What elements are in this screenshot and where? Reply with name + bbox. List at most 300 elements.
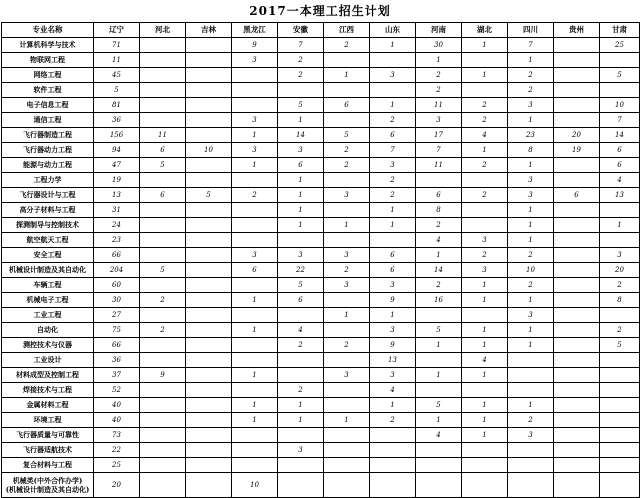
- table-row: [2, 143, 640, 158]
- quota-cell: 5: [416, 323, 462, 338]
- header-province: 四川: [508, 23, 554, 38]
- major-name-cell: 车辆工程: [2, 278, 94, 293]
- quota-cell: [186, 383, 232, 398]
- major-name-cell: 飞行器适航技术: [2, 443, 94, 458]
- quota-cell: 5: [278, 278, 324, 293]
- quota-cell: [278, 233, 324, 248]
- table-row: [2, 473, 640, 498]
- major-name-cell: 高分子材料与工程: [2, 203, 94, 218]
- quota-cell: 1: [232, 158, 278, 173]
- quota-cell: [600, 83, 640, 98]
- quota-cell: 71: [94, 38, 140, 53]
- quota-cell: 4: [416, 428, 462, 443]
- quota-cell: [140, 113, 186, 128]
- header-major-name: 专业名称: [2, 23, 94, 38]
- quota-cell: [554, 458, 600, 473]
- quota-cell: [324, 443, 370, 458]
- quota-cell: 1: [462, 428, 508, 443]
- quota-cell: [186, 98, 232, 113]
- quota-cell: 3: [232, 248, 278, 263]
- quota-cell: 3: [232, 143, 278, 158]
- header-province: 江西: [324, 23, 370, 38]
- quota-cell: 3: [278, 248, 324, 263]
- quota-cell: [324, 113, 370, 128]
- quota-cell: 36: [94, 113, 140, 128]
- header-province: 甘肃: [600, 23, 640, 38]
- major-name-cell: 通信工程: [2, 113, 94, 128]
- quota-cell: 1: [370, 98, 416, 113]
- quota-cell: 11: [416, 98, 462, 113]
- quota-cell: 16: [416, 293, 462, 308]
- quota-cell: [324, 398, 370, 413]
- quota-cell: 2: [370, 188, 416, 203]
- quota-cell: 2: [462, 188, 508, 203]
- header-province: 辽宁: [94, 23, 140, 38]
- quota-cell: 6: [140, 188, 186, 203]
- quota-cell: 2: [324, 143, 370, 158]
- quota-cell: [232, 338, 278, 353]
- quota-cell: 2: [462, 158, 508, 173]
- quota-cell: [186, 413, 232, 428]
- quota-cell: [324, 473, 370, 498]
- quota-cell: 1: [508, 158, 554, 173]
- quota-cell: [600, 353, 640, 368]
- table-row: [2, 353, 640, 368]
- table-row: [2, 443, 640, 458]
- quota-cell: 8: [508, 143, 554, 158]
- quota-cell: [600, 413, 640, 428]
- quota-cell: [324, 233, 370, 248]
- quota-cell: [600, 383, 640, 398]
- major-name-cell: 飞行器动力工程: [2, 143, 94, 158]
- quota-cell: [232, 428, 278, 443]
- quota-cell: [186, 278, 232, 293]
- quota-cell: [140, 173, 186, 188]
- quota-cell: [370, 233, 416, 248]
- quota-cell: [278, 428, 324, 443]
- quota-cell: 13: [600, 188, 640, 203]
- header-province: 黑龙江: [232, 23, 278, 38]
- quota-cell: 1: [278, 173, 324, 188]
- quota-cell: [600, 398, 640, 413]
- table-row: [2, 323, 640, 338]
- quota-cell: 22: [278, 263, 324, 278]
- major-name-cell: 金属材料工程: [2, 398, 94, 413]
- quota-cell: [186, 398, 232, 413]
- quota-cell: 2: [600, 323, 640, 338]
- quota-cell: 11: [140, 128, 186, 143]
- quota-cell: 3: [462, 263, 508, 278]
- quota-cell: 30: [416, 38, 462, 53]
- quota-cell: 1: [278, 413, 324, 428]
- quota-cell: 11: [416, 158, 462, 173]
- table-row: [2, 68, 640, 83]
- quota-cell: 3: [508, 428, 554, 443]
- quota-cell: 6: [600, 143, 640, 158]
- quota-cell: 2: [416, 218, 462, 233]
- quota-cell: 3: [508, 188, 554, 203]
- quota-cell: [140, 68, 186, 83]
- quota-cell: 2: [370, 413, 416, 428]
- quota-cell: 6: [554, 188, 600, 203]
- major-name-cell: 计算机科学与技术: [2, 38, 94, 53]
- quota-cell: 3: [416, 113, 462, 128]
- quota-cell: [600, 233, 640, 248]
- quota-cell: [278, 458, 324, 473]
- quota-cell: [600, 53, 640, 68]
- quota-cell: [600, 308, 640, 323]
- quota-cell: 1: [416, 338, 462, 353]
- quota-cell: 24: [94, 218, 140, 233]
- quota-cell: 17: [416, 128, 462, 143]
- quota-cell: 5: [140, 158, 186, 173]
- quota-cell: [462, 458, 508, 473]
- quota-cell: 7: [278, 38, 324, 53]
- quota-cell: [232, 218, 278, 233]
- quota-cell: [324, 458, 370, 473]
- quota-cell: [370, 458, 416, 473]
- quota-cell: [370, 53, 416, 68]
- quota-cell: [600, 368, 640, 383]
- quota-cell: [554, 428, 600, 443]
- quota-cell: 1: [278, 398, 324, 413]
- quota-cell: 1: [462, 338, 508, 353]
- quota-cell: 6: [370, 248, 416, 263]
- quota-cell: [186, 263, 232, 278]
- quota-cell: [554, 383, 600, 398]
- quota-cell: 3: [508, 173, 554, 188]
- quota-cell: [186, 473, 232, 498]
- quota-cell: 30: [94, 293, 140, 308]
- quota-cell: 1: [370, 398, 416, 413]
- quota-cell: 1: [462, 398, 508, 413]
- quota-cell: 75: [94, 323, 140, 338]
- quota-cell: [232, 233, 278, 248]
- quota-cell: 2: [416, 83, 462, 98]
- major-name-cell: 自动化: [2, 323, 94, 338]
- quota-cell: [554, 308, 600, 323]
- table-row: [2, 218, 640, 233]
- quota-cell: [140, 38, 186, 53]
- quota-cell: [186, 38, 232, 53]
- major-name-cell: 飞行器设计与工程: [2, 188, 94, 203]
- quota-cell: 2: [140, 323, 186, 338]
- quota-cell: [186, 158, 232, 173]
- quota-cell: 10: [186, 143, 232, 158]
- quota-cell: [554, 83, 600, 98]
- quota-cell: 2: [508, 248, 554, 263]
- quota-cell: [554, 398, 600, 413]
- quota-cell: 1: [508, 293, 554, 308]
- table-row: [2, 458, 640, 473]
- quota-cell: 3: [370, 323, 416, 338]
- quota-cell: [278, 83, 324, 98]
- quota-cell: [600, 473, 640, 498]
- major-name-cell: 机械电子工程: [2, 293, 94, 308]
- quota-cell: 2: [370, 173, 416, 188]
- header-province: 河南: [416, 23, 462, 38]
- quota-cell: [186, 248, 232, 263]
- quota-cell: 20: [554, 128, 600, 143]
- quota-cell: 66: [94, 248, 140, 263]
- quota-cell: [416, 383, 462, 398]
- quota-cell: [140, 278, 186, 293]
- quota-cell: 1: [370, 38, 416, 53]
- quota-cell: 2: [416, 278, 462, 293]
- quota-cell: 20: [94, 473, 140, 498]
- quota-cell: 4: [600, 173, 640, 188]
- quota-cell: [508, 458, 554, 473]
- major-name-cell: 软件工程: [2, 83, 94, 98]
- quota-cell: [554, 443, 600, 458]
- quota-cell: 3: [278, 443, 324, 458]
- quota-cell: [186, 443, 232, 458]
- table-row: [2, 278, 640, 293]
- quota-cell: [462, 53, 508, 68]
- quota-cell: [140, 203, 186, 218]
- quota-cell: 9: [232, 38, 278, 53]
- quota-cell: 13: [370, 353, 416, 368]
- quota-cell: [554, 263, 600, 278]
- quota-cell: [508, 353, 554, 368]
- quota-cell: 9: [370, 293, 416, 308]
- quota-cell: [416, 308, 462, 323]
- major-name-cell: 物联网工程: [2, 53, 94, 68]
- major-name-cell: 测控技术与仪器: [2, 338, 94, 353]
- quota-cell: [186, 293, 232, 308]
- quota-cell: [554, 113, 600, 128]
- quota-cell: 25: [600, 38, 640, 53]
- quota-cell: 6: [278, 158, 324, 173]
- quota-cell: [324, 428, 370, 443]
- quota-cell: [232, 383, 278, 398]
- quota-cell: 3: [324, 248, 370, 263]
- quota-cell: [186, 113, 232, 128]
- quota-cell: 1: [508, 233, 554, 248]
- quota-cell: 1: [462, 368, 508, 383]
- quota-cell: [186, 353, 232, 368]
- quota-cell: 10: [232, 473, 278, 498]
- major-name-cell: 飞行器制造工程: [2, 128, 94, 143]
- quota-cell: [554, 233, 600, 248]
- quota-cell: 14: [416, 263, 462, 278]
- major-name-cell: 工业工程: [2, 308, 94, 323]
- quota-cell: [508, 383, 554, 398]
- major-name-cell: 环境工程: [2, 413, 94, 428]
- quota-cell: [232, 203, 278, 218]
- quota-cell: [416, 443, 462, 458]
- major-name-cell: 网络工程: [2, 68, 94, 83]
- quota-cell: [324, 173, 370, 188]
- table-row: [2, 413, 640, 428]
- quota-cell: [232, 83, 278, 98]
- quota-cell: 2: [324, 158, 370, 173]
- quota-cell: [232, 458, 278, 473]
- header-province: 河北: [140, 23, 186, 38]
- quota-cell: [554, 218, 600, 233]
- quota-cell: [140, 383, 186, 398]
- quota-cell: [140, 248, 186, 263]
- quota-cell: [278, 308, 324, 323]
- quota-cell: 1: [462, 323, 508, 338]
- quota-cell: 2: [462, 98, 508, 113]
- major-name-cell: 电子信息工程: [2, 98, 94, 113]
- quota-cell: 3: [324, 368, 370, 383]
- quota-cell: [554, 413, 600, 428]
- quota-cell: 11: [94, 53, 140, 68]
- table-row: [2, 428, 640, 443]
- quota-cell: 47: [94, 158, 140, 173]
- quota-cell: [462, 473, 508, 498]
- quota-cell: 2: [324, 338, 370, 353]
- major-name-cell: 焊接技术与工程: [2, 383, 94, 398]
- quota-cell: 6: [278, 293, 324, 308]
- quota-cell: 23: [508, 128, 554, 143]
- quota-cell: [140, 83, 186, 98]
- quota-cell: [278, 353, 324, 368]
- major-name-cell: 复合材料与工程: [2, 458, 94, 473]
- quota-cell: 3: [370, 68, 416, 83]
- quota-cell: [462, 383, 508, 398]
- quota-cell: [186, 233, 232, 248]
- major-name-cell: 能源与动力工程: [2, 158, 94, 173]
- quota-cell: [186, 323, 232, 338]
- quota-cell: 25: [94, 458, 140, 473]
- quota-cell: 6: [140, 143, 186, 158]
- quota-cell: [370, 83, 416, 98]
- quota-cell: [140, 458, 186, 473]
- quota-cell: 1: [278, 188, 324, 203]
- quota-cell: [600, 458, 640, 473]
- quota-cell: [324, 53, 370, 68]
- quota-cell: 5: [600, 338, 640, 353]
- quota-cell: 1: [324, 218, 370, 233]
- quota-cell: [462, 83, 508, 98]
- quota-cell: 2: [140, 293, 186, 308]
- table-row: [2, 83, 640, 98]
- quota-cell: [232, 173, 278, 188]
- quota-cell: 1: [232, 293, 278, 308]
- quota-cell: 40: [94, 398, 140, 413]
- quota-cell: 1: [462, 68, 508, 83]
- table-row: [2, 128, 640, 143]
- quota-cell: [232, 308, 278, 323]
- quota-cell: 60: [94, 278, 140, 293]
- table-row: [2, 308, 640, 323]
- quota-cell: [370, 473, 416, 498]
- quota-cell: [140, 473, 186, 498]
- header-province: 山东: [370, 23, 416, 38]
- quota-cell: 45: [94, 68, 140, 83]
- quota-cell: [600, 203, 640, 218]
- quota-cell: [140, 398, 186, 413]
- quota-cell: 1: [416, 53, 462, 68]
- page-title: 2017一本理工招生计划: [249, 4, 391, 18]
- quota-cell: 1: [462, 293, 508, 308]
- major-name-cell: 机械设计制造及其自动化: [2, 263, 94, 278]
- quota-cell: 6: [370, 263, 416, 278]
- quota-cell: 2: [324, 263, 370, 278]
- quota-cell: 94: [94, 143, 140, 158]
- quota-cell: 52: [94, 383, 140, 398]
- quota-cell: 2: [508, 83, 554, 98]
- quota-cell: 10: [508, 263, 554, 278]
- quota-cell: 20: [600, 263, 640, 278]
- quota-cell: 7: [600, 113, 640, 128]
- quota-cell: 4: [370, 383, 416, 398]
- quota-cell: [186, 128, 232, 143]
- quota-cell: 2: [370, 113, 416, 128]
- quota-cell: [186, 368, 232, 383]
- quota-cell: 6: [370, 128, 416, 143]
- quota-cell: [508, 368, 554, 383]
- quota-cell: 1: [462, 413, 508, 428]
- quota-cell: [600, 443, 640, 458]
- major-name-cell: 机械类(中外合作办学) (机械设计制造及其自动化): [2, 473, 94, 498]
- quota-cell: 5: [416, 398, 462, 413]
- quota-cell: 27: [94, 308, 140, 323]
- quota-cell: 73: [94, 428, 140, 443]
- table-row: [2, 188, 640, 203]
- quota-cell: 6: [600, 158, 640, 173]
- quota-cell: 1: [324, 308, 370, 323]
- quota-cell: 2: [232, 188, 278, 203]
- quota-cell: 1: [416, 248, 462, 263]
- quota-cell: 3: [370, 158, 416, 173]
- quota-cell: 22: [94, 443, 140, 458]
- table-row: [2, 263, 640, 278]
- quota-cell: 3: [508, 98, 554, 113]
- quota-cell: [186, 338, 232, 353]
- quota-cell: 1: [232, 398, 278, 413]
- quota-cell: [462, 308, 508, 323]
- table-row: [2, 53, 640, 68]
- table-row: [2, 338, 640, 353]
- quota-cell: 23: [94, 233, 140, 248]
- header-province: 吉林: [186, 23, 232, 38]
- quota-cell: 2: [324, 38, 370, 53]
- quota-cell: [278, 368, 324, 383]
- quota-cell: [554, 323, 600, 338]
- quota-cell: 5: [140, 263, 186, 278]
- quota-cell: 5: [186, 188, 232, 203]
- quota-cell: 1: [508, 203, 554, 218]
- quota-cell: 8: [600, 293, 640, 308]
- quota-cell: 1: [508, 218, 554, 233]
- table-row: [2, 113, 640, 128]
- table-row: [2, 248, 640, 263]
- quota-cell: 5: [600, 68, 640, 83]
- quota-cell: 2: [508, 278, 554, 293]
- quota-cell: [554, 473, 600, 498]
- quota-cell: 1: [232, 413, 278, 428]
- quota-cell: 4: [416, 233, 462, 248]
- quota-cell: [140, 218, 186, 233]
- quota-cell: 9: [140, 368, 186, 383]
- table-row: [2, 398, 640, 413]
- quota-cell: 1: [278, 218, 324, 233]
- quota-cell: [554, 98, 600, 113]
- quota-cell: 1: [462, 143, 508, 158]
- table-row: [2, 38, 640, 53]
- quota-cell: [554, 38, 600, 53]
- quota-cell: 6: [324, 98, 370, 113]
- quota-cell: [324, 293, 370, 308]
- quota-cell: 7: [416, 143, 462, 158]
- quota-cell: 1: [508, 338, 554, 353]
- header-province: 湖北: [462, 23, 508, 38]
- quota-cell: 2: [278, 53, 324, 68]
